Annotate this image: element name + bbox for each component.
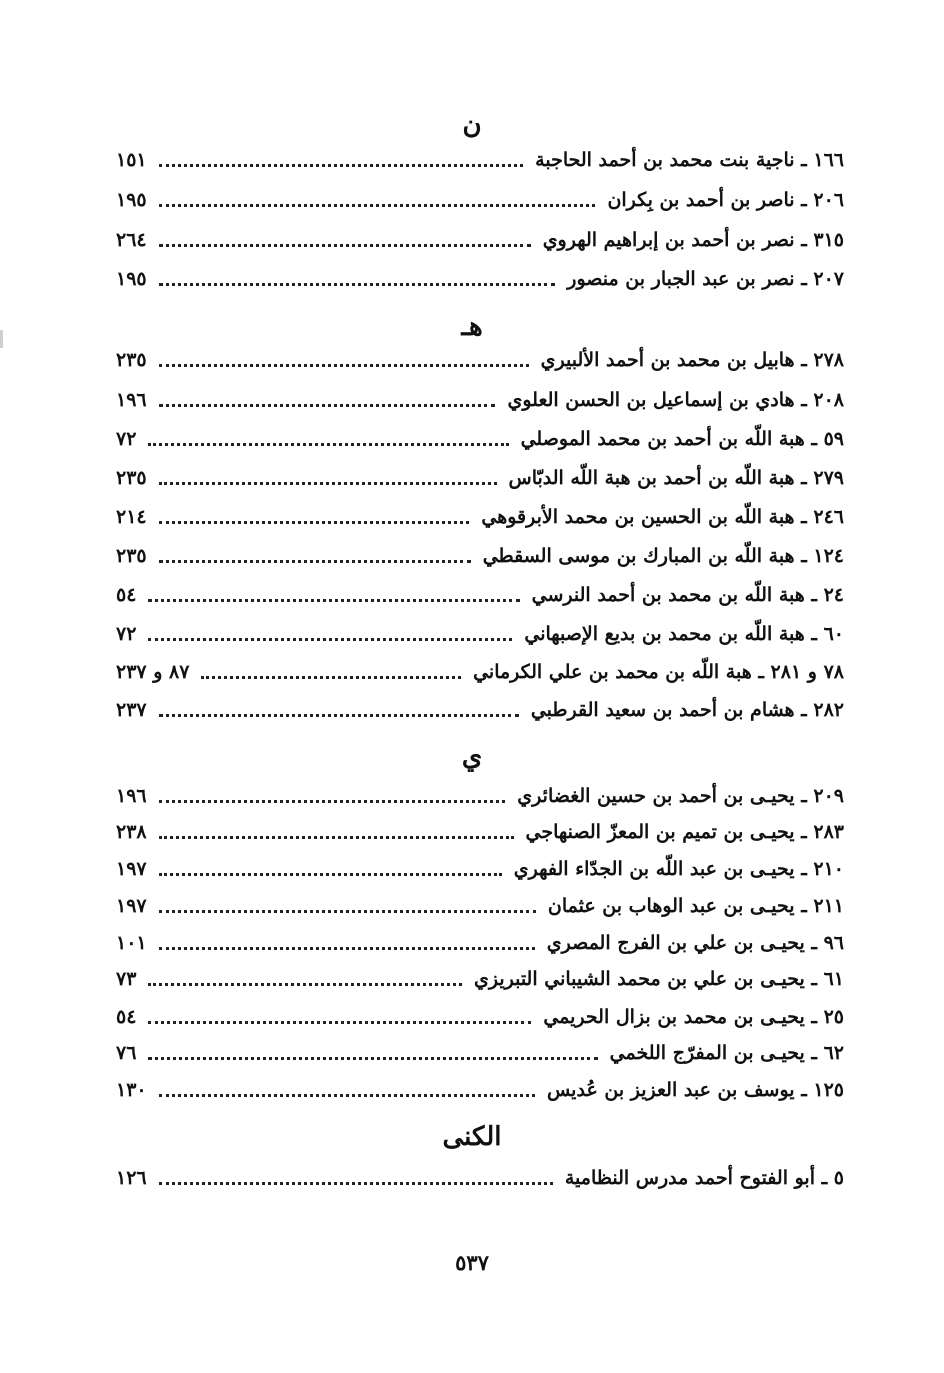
entry-page: ٧٢ [116,428,137,450]
entry-name: ٢٤ ـ هبة اللّه بن محمد بن أحمد النرسي [531,584,844,606]
entry-name: ٢٥ ـ يحيـى بن محمد بن بزال الحريمي [543,1006,844,1028]
index-entry [116,1036,844,1070]
dot-leader [201,676,461,679]
entry-name: ٢٠٨ ـ هادي بن إسماعيل بن الحسن العلوي [507,389,844,411]
index-entry [116,578,844,612]
index-entry [116,262,844,296]
entry-page: ١٩٥ [116,189,147,211]
entry-page: ٢٣٥ [116,349,147,371]
index-entry [116,655,844,689]
entry-name: ٩٦ ـ يحيـى بن علي بن الفرج المصري [546,932,844,954]
entry-name: ٢٨٣ ـ يحيـى بن تميم بن المعزّ الصنهاجي [525,821,844,843]
dot-leader [148,1057,597,1060]
index-entry [116,926,844,960]
dot-leader [159,873,502,876]
dot-leader [159,204,596,207]
entry-name: ٢٨٢ ـ هشام بن أحمد بن سعيد القرطبي [530,699,844,721]
entry-name: ٢١٠ ـ يحيـى بن عبد اللّه بن الجدّاء الفهري [513,858,844,880]
section-heading-ya: ي [461,742,483,772]
dot-leader [159,164,524,167]
index-entry [116,422,844,456]
entry-name: ١٢٤ ـ هبة اللّه بن المبارك بن موسى السقطي [482,545,844,567]
index-entry [116,852,844,886]
index-entry [116,1073,844,1107]
section-heading-ha: هـ [461,312,483,342]
entry-name: ٣١٥ ـ نصر بن أحمد بن إبراهيم الهروي [542,229,844,251]
dot-leader [159,947,535,950]
entry-name: ٢٠٦ ـ ناصر بن أحمد بن بِكران [607,189,844,211]
index-entry [116,1000,844,1034]
entry-page: ٥٤ [116,584,137,606]
entry-name: ١٢٥ ـ يوسف بن عبد العزيز بن عُديس [546,1079,844,1101]
dot-leader [159,364,529,367]
index-entry [116,143,844,177]
entry-page: ٧٦ [116,1042,137,1064]
entry-page: ٧٣ [116,968,137,990]
index-entry [116,183,844,217]
entry-name: ٢٠٧ ـ نصر بن عبد الجبار بن منصور [567,268,844,290]
index-entry [116,779,844,813]
entry-page: ١٩٦ [116,785,147,807]
entry-page: ٢٣٧ [116,699,147,721]
dot-leader [148,599,519,602]
entry-name: ٦٠ ـ هبة اللّه بن محمد بن بديع الإصبهاني [524,623,844,645]
dot-leader [148,443,508,446]
entry-name: ٢٠٩ ـ يحيـى بن أحمد بن حسين الغضائري [517,785,844,807]
dot-leader [159,404,496,407]
page-number: ٥٣٧ [455,1250,489,1275]
entry-page: ٢٣٥ [116,467,147,489]
entry-name: ٦١ ـ يحيـى بن علي بن محمد الشيباني التبريزي [473,968,844,990]
entry-name: ١٦٦ ـ ناجية بنت محمد بن أحمد الحاجبة [535,149,844,171]
entry-page: ١٢٦ [116,1167,147,1189]
index-entry [116,889,844,923]
index-entry [116,343,844,377]
entry-name: ٥٩ ـ هبة اللّه بن أحمد بن محمد الموصلي [520,428,844,450]
entry-page: ٢٣٥ [116,545,147,567]
index-entry [116,617,844,651]
entry-page: ٥٤ [116,1006,137,1028]
entry-page: ٨٧ و ٢٣٧ [116,661,190,683]
index-entry [116,815,844,849]
entry-page: ١٣٠ [116,1079,147,1101]
entry-page: ٢٦٤ [116,229,147,251]
entry-page: ١٩٥ [116,268,147,290]
dot-leader [148,1021,531,1024]
entry-name: ٧٨ و ٢٨١ ـ هبة اللّه بن محمد بن علي الكرماني [473,661,844,683]
dot-leader [159,714,519,717]
dot-leader [159,1182,553,1185]
entry-name: ٢٧٩ ـ هبة اللّه بن أحمد بن هبة اللّه الدبّاس [508,467,844,489]
entry-name: ٢٧٨ ـ هابيل بن محمد بن أحمد الألبيري [540,349,844,371]
dot-leader [159,521,470,524]
entry-page: ٢٣٨ [116,821,147,843]
dot-leader [148,638,512,641]
entry-page: ٧٢ [116,623,137,645]
dot-leader [159,800,506,803]
entry-name: ٦٢ ـ يحيـى بن المفرّج اللخمي [609,1042,844,1064]
dot-leader [159,1094,535,1097]
entry-page: ١٠١ [116,932,147,954]
dot-leader [159,482,497,485]
entry-page: ١٩٦ [116,389,147,411]
dot-leader [159,910,536,913]
index-entry [116,539,844,573]
entry-page: ١٩٧ [116,858,147,880]
index-entry [116,223,844,257]
entry-page: ١٥١ [116,149,147,171]
index-entry [116,461,844,495]
index-entry [116,1161,844,1195]
dot-leader [159,836,514,839]
index-entry [116,383,844,417]
section-heading-nun: ن [462,110,482,140]
entry-page: ٢١٤ [116,506,147,528]
index-entry [116,962,844,996]
entry-page: ١٩٧ [116,895,147,917]
entry-name: ٢٤٦ ـ هبة اللّه بن الحسين بن محمد الأبرقوهي [481,506,844,528]
dot-leader [148,983,462,986]
dot-leader [159,560,471,563]
entry-name: ٢١١ ـ يحيـى بن عبد الوهاب بن عثمان [547,895,844,917]
index-entry [116,693,844,727]
index-entry [116,500,844,534]
dot-leader [159,283,556,286]
entry-name: ٥ ـ أبو الفتوح أحمد مدرس النظامية [564,1167,844,1189]
dot-leader [159,244,531,247]
section-heading-kuna: الكنى [442,1122,502,1152]
